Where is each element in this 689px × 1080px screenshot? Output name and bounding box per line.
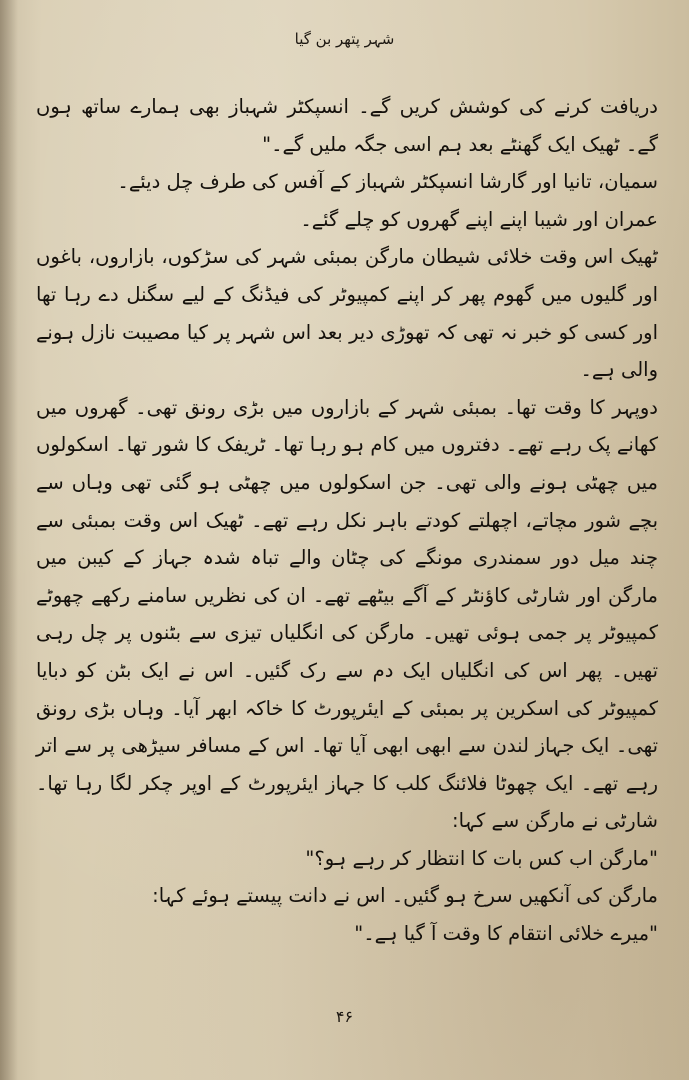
paragraph: "مارگن اب کس بات کا انتظار کر رہے ہو؟": [305, 846, 658, 870]
page-gutter-shadow: [0, 0, 18, 1080]
paragraph: "میرے خلائی انتقام کا وقت آ گیا ہے۔": [354, 922, 658, 946]
body-text: [36, 88, 658, 953]
paragraph: دریافت کرنے کی کوشش کریں گے۔ انسپکٹر شہباز بھی ہمارے ساتھ ہوں گے۔ ٹھیک ایک گھنٹے بعد ہم اسی جگہ ملیں گے۔": [36, 95, 658, 156]
paragraph: دوپہر کا وقت تھا۔ بمبئی شہر کے بازاروں میں بڑی رونق تھی۔ گھروں میں کھانے پک رہے تھے۔ دفتروں میں کام ہو رہا تھا۔ ٹریفک کا شور تھا۔ اسکولوں میں چھٹی ہونے والی تھی۔ جن اسکولوں میں چھٹی ہو گئی تھی وہاں سے بچے شور مچاتے، اچھلتے کودتے باہر نکل رہے تھے۔ ٹھیک اس وقت بمبئی سے چند میل دور سمندری مونگے کی چٹان والے تباہ شدہ جہاز کے کیبن میں مارگن اور شارٹی کاؤنٹر کے آگے بیٹھے تھے۔ ان کی نظریں سامنے رکھے چھوٹے کمپیوٹر پر جمی ہوئی تھیں۔ مارگن کی انگلیاں تیزی سے بٹنوں پر چل رہی تھیں۔ پھر اس کی انگلیاں ایک دم سے رک گئیں۔ اس نے ایک بٹن کو دبایا کمپیوٹر کی اسکرین پر بمبئی کے ایئرپورٹ کا خاکہ ابھر آیا۔ وہاں بڑی رونق تھی۔ ایک جہاز لندن سے ابھی ابھی آیا تھا۔ اس کے مسافر سیڑھی پر سے اتر رہے تھے۔ ایک چھوٹا فلائنگ کلب کا جہاز ایئرپورٹ کے اوپر چکر لگا رہا تھا۔ شارٹی نے مارگن سے کہا:: [36, 395, 658, 833]
paragraph: مارگن کی آنکھیں سرخ ہو گئیں۔ اس نے دانت پیستے ہوئے کہا:: [152, 884, 658, 908]
paragraph: عمران اور شیبا اپنے اپنے گھروں کو چلے گئے۔: [300, 207, 658, 231]
paragraph: سمیان، تانیا اور گارشا انسپکٹر شہباز کے آفس کی طرف چل دیئے۔: [117, 170, 658, 194]
running-head: شہر پتھر بن گیا: [294, 30, 395, 48]
page-number: ۴۶: [335, 1007, 354, 1026]
paragraph: ٹھیک اس وقت خلائی شیطان مارگن بمبئی شہر کی سڑکوں، بازاروں، باغوں اور گلیوں میں گھوم پھر کر اپنے کمپیوٹر کی فیڈنگ کے لیے سگنل دے رہا تھا اور کسی کو خبر نہ تھی کہ تھوڑی دیر بعد اس شہر پر کیا مصیبت نازل ہونے والی ہے۔: [36, 245, 658, 382]
